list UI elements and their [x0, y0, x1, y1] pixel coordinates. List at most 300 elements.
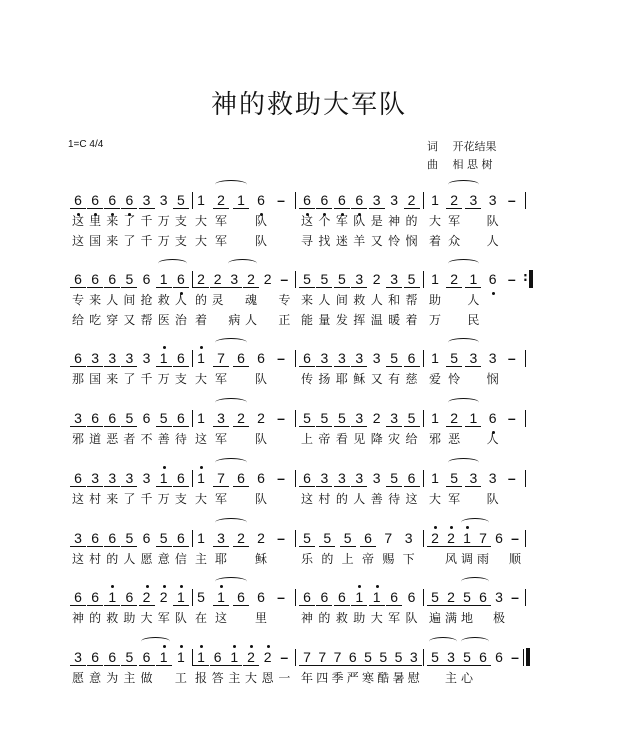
lyric-char: 满	[444, 611, 457, 625]
note: 1	[431, 410, 439, 426]
lyric-char: 那	[71, 372, 84, 386]
note: 6	[173, 470, 189, 487]
lyric-char: 助	[123, 611, 136, 625]
lyric-char: 的	[89, 611, 102, 625]
high-octave-dot	[180, 585, 183, 588]
score-system	[0, 188, 618, 250]
note: 3	[488, 470, 497, 486]
note: 1	[431, 192, 439, 208]
lyric-char: 的	[321, 552, 334, 566]
note: 2	[260, 649, 276, 665]
lyric-char: 风	[444, 552, 457, 566]
note: 5	[360, 649, 376, 666]
dash: –	[507, 470, 516, 486]
lyric-char: 有	[388, 372, 401, 386]
lyric-char: 羊	[353, 234, 366, 248]
note: 6	[87, 271, 103, 288]
note: 6	[386, 589, 402, 606]
note: 3	[121, 470, 137, 487]
note: 6	[345, 649, 361, 666]
note: 3	[142, 350, 151, 366]
lyric-char: 顺	[508, 552, 521, 566]
lyric-char: 村	[89, 552, 102, 566]
note: 6	[173, 530, 189, 547]
note: 6	[70, 470, 86, 487]
note: 7	[299, 649, 315, 666]
barline	[423, 192, 424, 209]
lyric-char: 遍	[428, 611, 441, 625]
dash: –	[507, 350, 516, 366]
lyric-char: 这	[71, 214, 84, 228]
lyric-char: 队	[174, 611, 187, 625]
note: 2	[233, 530, 249, 547]
note: 2	[427, 530, 443, 547]
note: 6	[87, 649, 103, 666]
note: 6	[87, 589, 103, 606]
lyric-char: 村	[89, 492, 102, 506]
slur-arc	[448, 458, 479, 467]
note: 6	[233, 589, 249, 606]
barline	[295, 470, 296, 487]
dash: –	[507, 410, 516, 426]
lyric-char: 善	[370, 492, 383, 506]
note: 6	[70, 350, 86, 367]
lyric-char: 军	[214, 372, 227, 386]
note: 5	[459, 589, 475, 606]
lyric-char: 了	[123, 492, 136, 506]
lyric-char: 病	[228, 313, 241, 327]
note: 2	[210, 271, 226, 288]
lyric-char: 帮	[140, 313, 153, 327]
note: 3	[390, 192, 399, 208]
note: 3	[104, 470, 120, 487]
slur-arc	[215, 458, 247, 467]
note: 1	[351, 589, 367, 606]
lyric-char: 主	[194, 552, 207, 566]
lyric-char: 报	[194, 671, 207, 685]
note: 1	[197, 192, 205, 208]
lyric-char: 助	[428, 293, 441, 307]
barline	[295, 530, 296, 547]
lyric-char: 大	[428, 214, 441, 228]
lyric-char: 大	[194, 372, 207, 386]
lyric-char: 万	[157, 372, 170, 386]
note: 6	[142, 271, 151, 287]
lyric-char: 传	[300, 372, 313, 386]
lyric-char: 队	[254, 432, 267, 446]
barline	[295, 649, 296, 666]
lyric-char: 帝	[318, 432, 331, 446]
note: 5	[121, 530, 137, 547]
note: 3	[351, 271, 367, 288]
lyric-char: 大	[370, 611, 383, 625]
note: 6	[210, 649, 226, 666]
high-octave-dot	[233, 645, 236, 648]
note-line	[0, 466, 618, 488]
barline	[423, 410, 424, 427]
composer-credit	[427, 156, 497, 174]
score-system	[0, 346, 618, 388]
lyric-char: 下	[402, 552, 415, 566]
note: 5	[121, 271, 137, 288]
note: 3	[316, 350, 332, 367]
note: 5	[446, 350, 462, 367]
lyric-char: 的	[194, 293, 207, 307]
lyric-char: 能	[300, 313, 313, 327]
lyric-char: 吃	[89, 313, 102, 327]
lyric-char: 军	[335, 214, 348, 228]
note-line	[0, 645, 618, 667]
lyric-char: 这	[71, 234, 84, 248]
note: 6	[253, 192, 269, 208]
lyric-char: 大	[194, 234, 207, 248]
lyric-char: 待	[388, 492, 401, 506]
high-octave-dot	[146, 585, 149, 588]
slur-arc	[215, 577, 247, 586]
high-octave-dot	[200, 466, 203, 469]
note: 1	[156, 649, 172, 666]
lyric-char: 帝	[361, 552, 374, 566]
lyric-line	[0, 548, 618, 568]
repeat-sign: :	[523, 270, 528, 284]
slur-arc	[158, 259, 187, 268]
slur-arc	[461, 637, 489, 646]
lyric-char: 队	[486, 214, 499, 228]
note: 6	[233, 470, 249, 487]
note: 6	[121, 192, 137, 209]
note: 6	[87, 192, 103, 209]
note: 7	[213, 470, 229, 487]
dash: –	[511, 530, 519, 546]
lyric-char: 意	[157, 552, 170, 566]
note-line	[0, 526, 618, 548]
lyric-char: 做	[140, 671, 153, 685]
note: 6	[404, 470, 420, 487]
final-barline	[526, 648, 530, 666]
note: 1	[193, 470, 209, 486]
note: 6	[404, 350, 420, 367]
note: 3	[159, 192, 168, 208]
note: 5	[156, 530, 172, 547]
note: 5	[121, 410, 137, 427]
note: 5	[459, 649, 475, 666]
note: 1	[156, 271, 172, 288]
note: 6	[104, 649, 120, 666]
lyric-char: 信	[174, 552, 187, 566]
note: 1	[431, 350, 439, 366]
lyric-char: 者	[123, 432, 136, 446]
note: 5	[121, 649, 137, 666]
lyric-char: 着	[405, 313, 418, 327]
note: 3	[213, 530, 229, 547]
lyric-char: 村	[318, 492, 331, 506]
note: 1	[465, 410, 481, 427]
lyric-char: 了	[123, 372, 136, 386]
note: 2	[446, 192, 462, 209]
note: 6	[70, 192, 86, 209]
note: 5	[404, 410, 420, 427]
barline	[525, 589, 526, 606]
note: 5	[173, 192, 189, 209]
note: 2	[139, 589, 155, 606]
note: 6	[475, 649, 491, 666]
lyric-char: 救	[106, 611, 119, 625]
lyric-char: 千	[140, 492, 153, 506]
lyric-char: 地	[460, 611, 473, 625]
lyric-char: 军	[214, 234, 227, 248]
dash: –	[277, 410, 285, 426]
note: 3	[372, 470, 381, 486]
slur-arc	[448, 180, 479, 189]
lyric-char: 正	[278, 313, 291, 327]
lyricist-name: 开花结果	[452, 140, 497, 153]
lyric-char: 这	[194, 432, 207, 446]
lyric-char: 工	[174, 671, 187, 685]
lyric-char: 寒	[361, 671, 374, 685]
lyric-char: 军	[388, 611, 401, 625]
note: 1	[193, 350, 209, 366]
lyric-char: 着	[194, 313, 207, 327]
note: 6	[316, 589, 332, 606]
slur-arc	[461, 577, 489, 586]
lyric-char: 这	[71, 552, 84, 566]
lyric-char: 支	[174, 492, 187, 506]
note: 6	[173, 271, 189, 288]
lyric-char: 恶	[448, 432, 461, 446]
note: 2	[372, 410, 381, 426]
lyric-char: 恩	[261, 671, 274, 685]
score-system	[0, 526, 618, 568]
lyric-char: 军	[214, 492, 227, 506]
note: 1	[431, 271, 439, 287]
note: 2	[243, 649, 259, 666]
lyric-char: 这	[214, 611, 227, 625]
barline	[525, 530, 526, 547]
note: 6	[104, 192, 120, 209]
note: 6	[257, 589, 265, 605]
barline	[423, 470, 424, 487]
lyric-char: 万	[157, 234, 170, 248]
note: 6	[299, 589, 315, 606]
high-octave-dot	[180, 645, 183, 648]
note: 7	[384, 530, 393, 546]
note: 5	[427, 589, 443, 606]
score-system	[0, 585, 618, 627]
note: 1	[197, 530, 205, 546]
lyric-char: 着	[428, 234, 441, 248]
dash: –	[277, 350, 285, 366]
note: 1	[226, 649, 242, 666]
note: 5	[316, 271, 332, 288]
note: 6	[316, 192, 332, 209]
lyric-char: 邪	[71, 432, 84, 446]
lyric-char: 支	[174, 234, 187, 248]
lyric-char: 见	[353, 432, 366, 446]
lyric-char: 雨	[476, 552, 489, 566]
lyric-line	[0, 488, 618, 508]
slur-arc	[228, 259, 257, 268]
lyric-char: 慈	[405, 372, 418, 386]
lyric-char: 军	[157, 611, 170, 625]
dash: –	[511, 589, 519, 605]
barline	[525, 410, 526, 427]
lyric-line	[0, 428, 618, 448]
note: 5	[319, 530, 335, 547]
lyric-char: 悯	[405, 234, 418, 248]
lyric-char: 酷	[377, 671, 390, 685]
lyric-char: 给	[405, 432, 418, 446]
lyric-char: 人	[244, 313, 257, 327]
lyric-char: 魂	[244, 293, 257, 307]
note: 5	[404, 271, 420, 288]
barline	[295, 271, 296, 288]
lyric-char: 大	[244, 671, 257, 685]
lyric-char: 一	[278, 671, 291, 685]
high-octave-dot	[200, 346, 203, 349]
barline	[423, 589, 424, 606]
slur-arc	[215, 518, 247, 527]
note: 5	[197, 589, 205, 605]
high-octave-dot	[250, 645, 253, 648]
lyric-char: 队	[353, 214, 366, 228]
lyric-char: 为	[106, 671, 119, 685]
lyric-char: 支	[174, 214, 187, 228]
lyric-char: 邪	[428, 432, 441, 446]
note: 2	[243, 271, 259, 288]
note: 2	[233, 410, 249, 427]
note: 6	[299, 192, 315, 209]
lyric-char: 人	[486, 432, 499, 446]
note: 2	[193, 271, 209, 288]
note: 2	[156, 589, 172, 605]
note: 3	[443, 649, 459, 666]
note: 1	[459, 530, 475, 547]
lyric-char: 队	[486, 492, 499, 506]
lyric-char: 愿	[71, 671, 84, 685]
note: 6	[485, 410, 501, 426]
barline	[523, 649, 524, 666]
lyric-char: 治	[174, 313, 187, 327]
lyric-char: 军	[448, 214, 461, 228]
lyric-char: 助	[353, 611, 366, 625]
lyric-char: 这	[71, 492, 84, 506]
note: 6	[142, 530, 151, 546]
note: 3	[213, 410, 229, 427]
note: 6	[104, 271, 120, 288]
note: 3	[139, 192, 155, 209]
note: 6	[87, 530, 103, 547]
lyric-char: 怜	[388, 234, 401, 248]
barline	[295, 350, 296, 367]
lyric-char: 是	[370, 214, 383, 228]
lyric-line	[0, 607, 618, 627]
lyric-line	[0, 368, 618, 388]
high-octave-dot	[163, 466, 166, 469]
lyric-char: 的	[106, 552, 119, 566]
dash: –	[280, 649, 289, 665]
lyric-char: 队	[405, 611, 418, 625]
note: 5	[427, 649, 443, 666]
note: 6	[351, 192, 367, 209]
lyric-char: 帮	[405, 293, 418, 307]
lyric-char: 上	[300, 432, 313, 446]
lyric-char: 国	[89, 372, 102, 386]
note: 6	[485, 271, 501, 287]
lyric-char: 人	[174, 293, 187, 307]
lyric-char: 灵	[211, 293, 224, 307]
dash: –	[277, 192, 285, 208]
lyric-char: 人	[467, 293, 480, 307]
lyric-char: 待	[174, 432, 187, 446]
note: 2	[404, 192, 420, 209]
lyric-char: 主	[228, 671, 241, 685]
note: 1	[431, 470, 439, 486]
note: 3	[372, 350, 381, 366]
lyric-char: 大	[428, 492, 441, 506]
lyric-char: 穿	[106, 313, 119, 327]
dash: –	[280, 271, 289, 287]
barline	[423, 530, 424, 547]
song-title: 神的救助大军队	[210, 90, 407, 120]
note: 1	[173, 649, 189, 665]
note: 7	[475, 530, 491, 547]
barline	[423, 649, 424, 666]
lyric-char: 来	[106, 492, 119, 506]
lyric-char: 又	[370, 234, 383, 248]
note: 2	[257, 410, 265, 426]
note: 6	[142, 410, 151, 426]
note: 5	[334, 410, 350, 427]
lyric-char: 里	[254, 611, 267, 625]
note: 5	[391, 649, 407, 666]
note: 6	[334, 589, 350, 606]
lyric-char: 又	[370, 372, 383, 386]
lyric-char: 千	[140, 214, 153, 228]
note: 3	[351, 470, 367, 487]
high-octave-dot	[450, 526, 453, 529]
lyric-char: 众	[448, 234, 461, 248]
note: 7	[213, 350, 229, 367]
note: 6	[139, 649, 155, 666]
lyric-char: 救	[157, 293, 170, 307]
note: 6	[257, 470, 265, 486]
lyric-char: 神	[388, 214, 401, 228]
slur-arc	[141, 637, 170, 646]
slur-arc	[461, 518, 489, 527]
note: 3	[465, 470, 481, 487]
barline	[295, 410, 296, 427]
key-signature: 1=C 4/4	[68, 139, 104, 150]
lyric-char: 来	[106, 372, 119, 386]
barline	[525, 470, 526, 487]
lyric-char: 看	[335, 432, 348, 446]
lyric-char: 救	[353, 293, 366, 307]
note: 3	[404, 530, 413, 546]
lyric-char: 答	[211, 671, 224, 685]
lyric-char: 人	[123, 552, 136, 566]
slur-arc	[215, 338, 247, 347]
lyric-char: 个	[318, 214, 331, 228]
note: 7	[330, 649, 346, 666]
note: 5	[386, 470, 402, 487]
lyric-char: 暖	[388, 313, 401, 327]
note: 3	[142, 470, 151, 486]
lyric-char: 主	[444, 671, 457, 685]
lyric-char: 意	[89, 671, 102, 685]
note: 3	[334, 350, 350, 367]
note: 3	[70, 530, 86, 547]
note: 5	[386, 350, 402, 367]
